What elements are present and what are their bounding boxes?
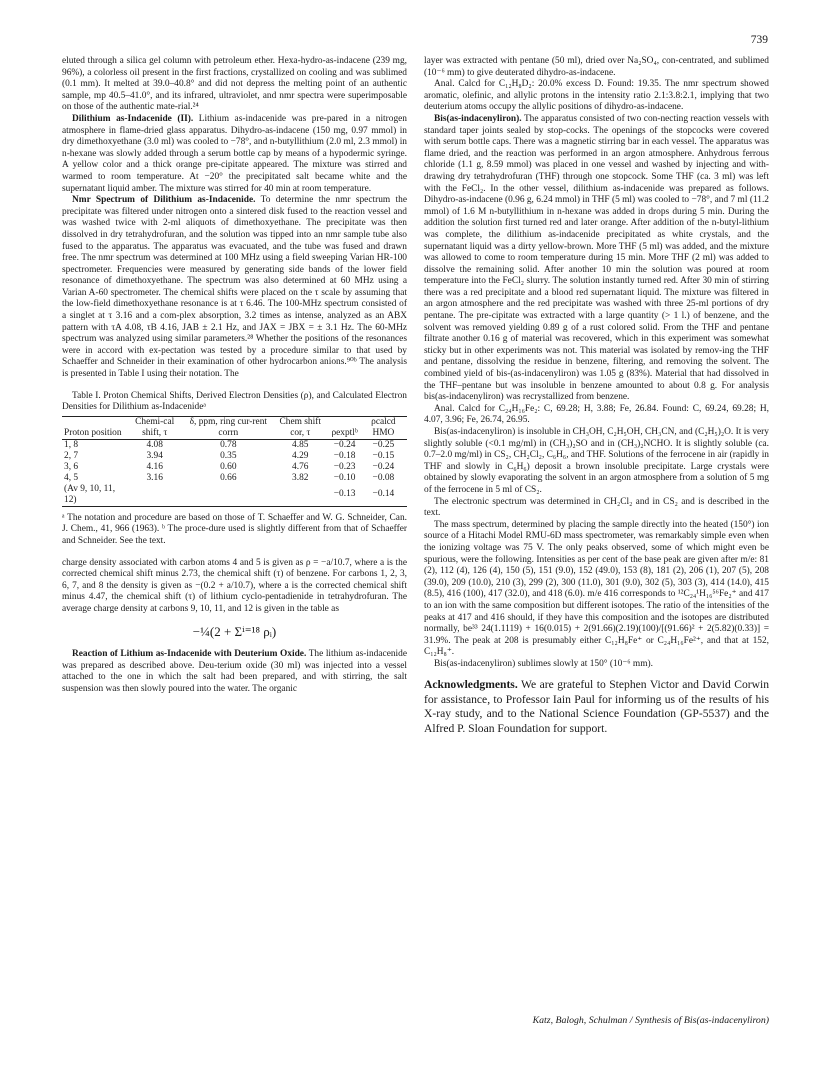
table-cell: 0.66 [220, 472, 237, 483]
table-footnote: ᵃ The notation and procedure are based on those of T. Schaeffer and W. G. Schneider, Can. J. Chem., 41, 966 (1963). ᵇ The proce-dure used is slightly different from that of Schaeffer and Schneider. See the text. [62, 512, 407, 546]
data-table [62, 416, 407, 507]
table-header: ρcalcd HMO [360, 416, 407, 439]
paragraph: The electronic spectrum was determined in CH₂Cl₂ and in CS₂ and is described in the text. [424, 496, 769, 519]
paragraph [62, 195, 407, 381]
table-cell: −0.24 [333, 439, 356, 450]
table-row [62, 473, 407, 484]
section-heading: Acknowledgments. [424, 678, 518, 692]
left-column [62, 56, 407, 696]
paragraph [62, 114, 407, 195]
table-header: Proton position [62, 416, 124, 439]
table-cell: 0.35 [220, 450, 237, 461]
paragraph-text: To determine the nmr spectrum the precipitate was filtered under nitrogen onto a sintered disk fused to the reaction vessel and was washed twice with 2-ml aliquots of dimethoxyethane. The precipitate was then dissolved in dry tetrahydrofuran, and the solution was tipped into an nmr sample tube also fused to the apparatus. The apparatus was evacuated, and the tube was fused and drawn free. The nmr spectrum was determined at 100 MHz using a field sweeping Varian HR-100 spectrometer. Frequencies were measured by generating side bands of the lower field resonance of dimethoxyethane. The spectrum was also determined at 60 MHz using a Varian A-60 spectrometer. The chemical shifts were placed on the τ scale by assuming that the low-field dimethoxyethane resonance is at τ 6.46. The 100-MHz spectrum consisted of a singlet at τ 3.16 and a com-plex absorption, 3.2 times as intense, analyzed as an ABX pattern with τA 4.08, τB 4.16, JAB ± 2.1 Hz, and JAX = JBX = ± 3.1 Hz. The 60-MHz spectrum was analyzed using similar parameters.²⁸ Whether the positions of the resonances were in accord with ex-pectation was tested by a procedure similar to that used by Schaeffer and Schneider in their examination of other hydrocarbon anions.⁹⁰ᵇ The analysis is presented in Table I using their notation. The [62, 195, 407, 380]
table-cell: 4.08 [146, 439, 163, 450]
table-header: δ, ppm, ring cur-rent corrn [186, 416, 271, 439]
right-column [424, 56, 769, 736]
table-cell: 4.76 [292, 461, 309, 472]
paragraph: Anal. Calcd for C₁₂H₈D₂: 20.0% excess D. Found: 19.35. The nmr spectrum showed aromatic, olefinic, and allylic protons in the intensity ratio 2.1:3.8:2.1, implying that two deuterium atoms occupy the allylic positions of dihydro-as-indacene. [424, 79, 769, 113]
table-caption: Table I. Proton Chemical Shifts, Derived Electron Densities (ρ), and Calculated Electron Densities for Dilithium as-Indacenideᵃ [62, 390, 407, 413]
paragraph-text: Lithium as-indacenide was pre-pared in a nitrogen atmosphere in flame-dried glass apparatus. Dihydro-as-indacene (150 mg, 0.97 mmol) in dry dimethoxyethane (3.0 ml) was cooled to −78°, and n-butyllithium (2.0 ml, 2.3 mmol) in n-hexane was slowly added through a serum bottle cap by means of a hypodermic syringe. A yellow color and a thick orange pre-cipitate appeared. The mixture was stirred and warmed to room temperature. At −20° the precipitated salt became white and the supernatant liquid amber. The mixture was stirred for 40 min at room temperature. [62, 113, 407, 194]
paragraph: charge density associated with carbon atoms 4 and 5 is given as ρ = −a/10.7, where a is the corrected chemical shift minus 2.73, the chemical shift (τ) of benzene. For carbons 1, 2, 3, 6, 7, and 8 the density is given as −(0.2 + a/10.7), where a is the corrected chemical shift minus 4.47, the chemical shift (τ) of lithium cyclo-pentadienide in tetrahydrofuran. The average charge density at carbons 9, 10, 11, and 12 is given in the table as [62, 557, 407, 614]
paragraph: layer was extracted with pentane (50 ml), dried over Na₂SO₄, con-centrated, and sublimed (10⁻⁶ mm) to give deuterated dihydro-as-indacene. [424, 56, 769, 78]
table-cell: 3.82 [292, 472, 309, 483]
table-cell: (Av 9, 10, 11, 12) [62, 484, 124, 507]
table-cell: −0.24 [372, 461, 395, 472]
table-cell: −0.08 [372, 472, 395, 483]
table-cell [186, 484, 271, 507]
acknowledgments [424, 678, 769, 736]
table-row [62, 451, 407, 462]
table-cell: 0.60 [220, 461, 237, 472]
section-heading: Bis(as-indacenyliron). [434, 113, 522, 124]
paragraph [424, 114, 769, 404]
paragraph: eluted through a silica gel column with petroleum ether. Hexa-hydro-as-indacene (239 mg, 96%), a colorless oil present in the first fractions, crystallized on cooling and was sublimed (0.1 mm). It melted at 39.0–40.8° and did not depress the melting point of an authentic sample, mp 40.5–41.0°, and its infrared, ultraviolet, and nmr spectra were superimposable on those of the authentic mate-rial.²⁴ [62, 56, 407, 113]
paragraph-text: The apparatus consisted of two con-necting reaction vessels with standard taper joints sealed by stop-cocks. The openings of the stopcocks were covered with serum bottle caps. There was a magnetic stirring bar in each vessel. The apparatus was flame dried, and the reaction was performed in an argon atmosphere. Anhydrous ferrous chloride (1.1 g, 8.59 mmol) was placed in one vessel and washed by injecting and with-drawing dry tetrahydrofuran (THF) through one stopcock. Some THF (ca. 3 ml) was left with the FeCl₂. In the other vessel, dilithium as-indacenide was prepared as follows. Dihydro-as-indacene (0.96 g, 6.24 mmol) in THF (5 ml) was cooled to −78°, and 7 ml (11.2 mmol) of 1.6 M n-butyllithium in n-hexane was added in drops during 5 min. During the addition the solution first turned red and later orange. After addition of the n-butyl-lithium was complete, the dilithium as-indacenide precipitated as white crystals, and the supernatant liquid was a dirty yellow-brown. More THF (5 ml) was added, and the mixture was allowed to come to room temperature during 15 min. More THF (2 ml) was added to dissolve the remaining solid. After another 10 min the solution was poured at room temperature into the FeCl₂ slurry. The solution instantly turned red. After 30 min of stirring there was a red precipitate and a blood red supernatant liquid. The mixture was filtered in an argon atmosphere and the red precipitate was washed with three 25-ml portions of dry pentane. The pre-cipitate was extracted with a large quantity (> 1 l.) of benzene, and the solvent was removed yielding 0.89 g of a rust colored solid. From the THF and pentane filtrate another 0.16 g of material was recovered, which in this experiment was somewhat sticky but in other experiments was not. This material was isolated by remov-ing the THF and pentane, dissolving the residue in benzene, filtering, and removing the solvent. The combined yield of bis-(as-indacenyliron) was 1.05 g (83%). Material that had dissolved in the THF–pentane but was insoluble in benzene amounted to about 0.8 g. For analysis bis(as-indacenyliron) was recrystallized from benzene. [424, 113, 769, 403]
table-cell: 0.78 [220, 439, 237, 450]
table-row [62, 484, 407, 507]
table-cell: 4.85 [292, 439, 309, 450]
paragraph [62, 649, 407, 695]
table-cell: 3.16 [146, 472, 163, 483]
section-heading: Nmr Spectrum of Dilithium as-Indacenide. [72, 195, 256, 206]
table-cell: −0.18 [333, 450, 356, 461]
table-cell: −0.25 [372, 439, 395, 450]
table-cell: 3, 6 [64, 461, 79, 472]
paragraph: Anal. Calcd for C₂₄H₁₆Fe₂: C, 69.28; H, 3.88; Fe, 26.84. Found: C, 69.24, 69.28; H, 4.07, 3.96; Fe, 26.74, 26.95. [424, 403, 769, 426]
table-cell: −0.14 [360, 484, 407, 507]
paragraph: Bis(as-indacenyliron) is insoluble in CH₃OH, C₂H₅OH, CH₃CN, and (C₂H₅)₂O. It is very slightly soluble (<0.1 mg/ml) in (CH₃)₂SO and in (CH₃)₂NCHO. It is slightly soluble (ca. 0.7–2.0 mg/ml) in CS₂, CH₂Cl₂, C₆H₆, and THF. Solutions of the ferrocene in air (rapidly in THF and slowly in C₆H₆) deposit a brown insoluble precipitate. Large crystals were obtained by slowly evaporating the solvent in an argon atmosphere from a solution of 5 mg of the ferrocene in 5 ml of CS₂. [424, 427, 769, 495]
table-cell: −0.10 [333, 472, 356, 483]
table-cell: −0.13 [329, 484, 359, 507]
table-cell: 1, 8 [64, 439, 79, 450]
paragraph-text: The lithium as-indacenide was prepared as described above. Deu-terium oxide (30 ml) was injected into a vessel attached to the one in which the salt had been prepared, and with stirring, the salt suspension was then slowly poured into the water. The organic [62, 649, 407, 694]
table-cell: 4.29 [292, 450, 309, 461]
paragraph: Bis(as-indacenyliron) sublimes slowly at 150° (10⁻⁶ mm). [434, 658, 653, 669]
table-row [62, 439, 407, 451]
table-cell: −0.23 [333, 461, 356, 472]
table-cell: 4.16 [146, 461, 163, 472]
table-cell: 3.94 [146, 450, 163, 461]
page-number: 739 [750, 34, 768, 46]
section-heading: Dilithium as-Indacenide (II). [72, 113, 194, 124]
section-heading: Reaction of Lithium as-Indacenide with Deuterium Oxide. [72, 649, 307, 660]
table-cell: 4, 5 [64, 472, 79, 483]
table-header: Chem shift cor, τ [271, 416, 329, 439]
paragraph: The mass spectrum, determined by placing the sample directly into the heated (150°) ion source of a Hitachi Model RMU-6D mass spectrometer, was remarkably simple even when the ionizing voltage was 75 V. The only peaks observed, some of which might even be spurious, were the following. Intensities as per cent of the base peak are given after m/e: 81 (2), 112 (4), 126 (4), 150 (5), 151 (9.0), 152 (49.0), 153 (8), 181 (2), 206 (1), 207 (5), 208 (39.0), 209 (10.0), 210 (3), 299 (2), 300 (11.0), 301 (9.0), 302 (5), 303 (3), 414 (14.0), 415 (8.5), 416 (100), 417 (32.0), and 418 (6.0). m/e 416 corresponds to ¹²C₂₄¹H₁₆⁵⁶Fe₂⁺ and 417 to an ion with the same composition but different isotopes. The ratio of the intensities of the peaks at 417 and 416 should, if they have this composition and the isotopes are distributed normally, be³³ 24(1.1119) + 16(0.015) + 2(91.66)(2.19)(100)/[(91.66)² + 2(5.82)(0.33)] = 31.9%. The peak at 208 is presumably either C₁₂H₈Fe⁺ or C₂₄H₁₆Fe²⁺, and that at 152, C₁₂H₈⁺. [424, 519, 769, 658]
table-cell: −0.15 [372, 450, 395, 461]
paragraph-text: We are grateful to Stephen Victor and David Corwin for assistance, to Professor Iain Paul for informing us of the results of his X-ray study, and to the National Science Foundation (GP-5537) and the Alfred P. Sloan Foundation for support. [424, 678, 769, 735]
table-header: ρexptlᵇ [329, 416, 359, 439]
running-footer: Katz, Balogh, Schulman / Synthesis of Bis(as-indacenyliron) [532, 1015, 769, 1026]
table-cell [124, 484, 186, 507]
charge-density-formula: −¼(2 + Σⁱ⁼¹⁸ ρᵢ) [192, 623, 277, 639]
table-cell: 2, 7 [64, 450, 79, 461]
table-header: Chemi-cal shift, τ [124, 416, 186, 439]
table-cell [271, 484, 329, 507]
table-row [62, 462, 407, 473]
